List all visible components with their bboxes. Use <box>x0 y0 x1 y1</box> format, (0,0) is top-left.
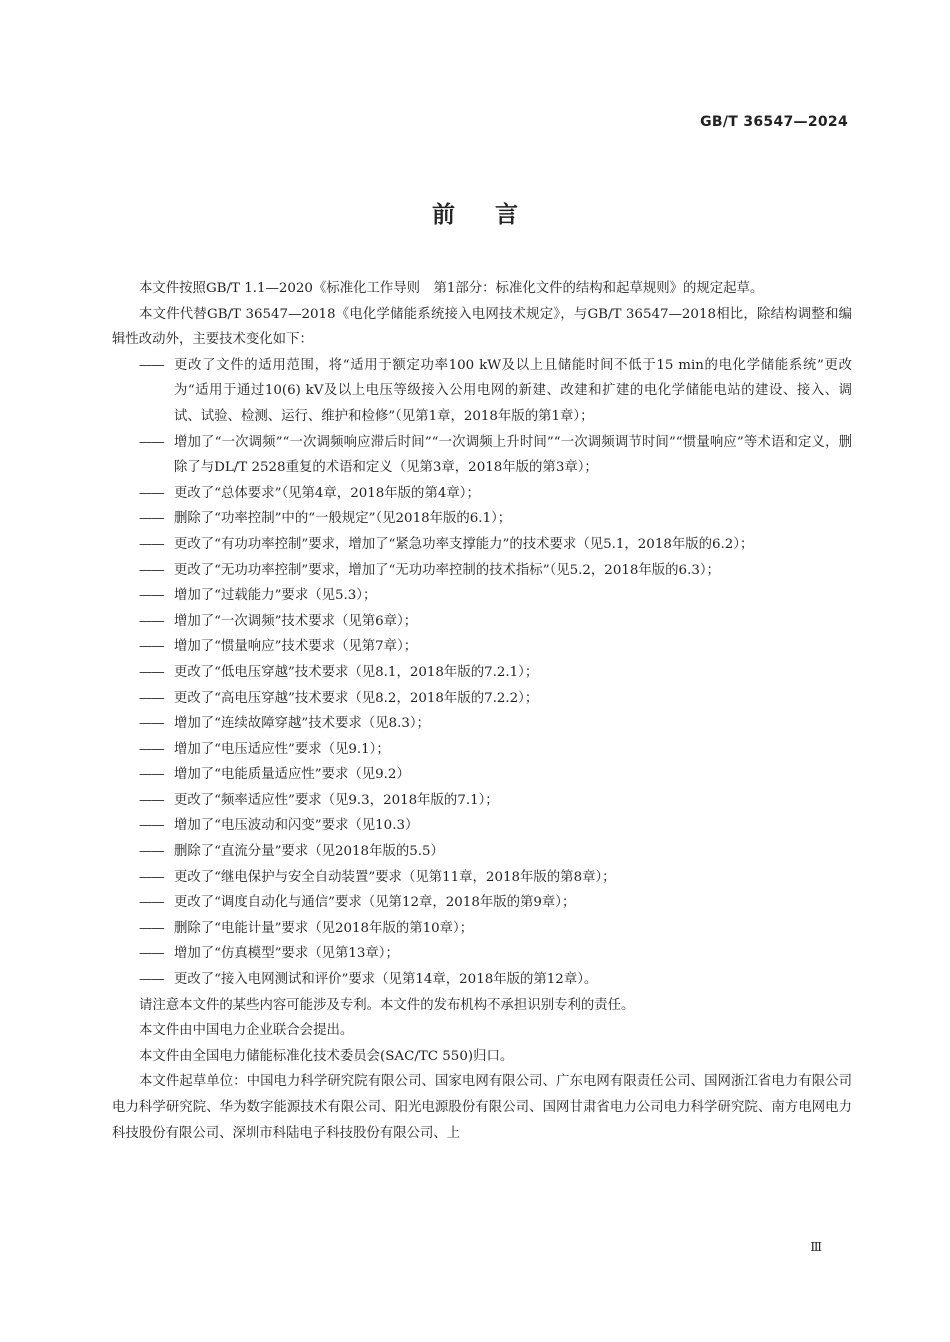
intro-section <box>112 276 852 353</box>
list-item <box>112 839 852 865</box>
dash-marker: —— <box>139 818 164 834</box>
list-item-text: 更改了文件的适用范围，将“适用于额定功率100 kW及以上且储能时间不低于15 min的电化学储能系统”更改为“适用于通过10(6) kV及以上电压等级接入公用电网的新建、改建和扩建的电化学储能电站的建设、接入、调试、试验、检测、运行、维护和检修”（见第1章，2018年版的第1章）； <box>174 357 852 424</box>
dash-marker: —— <box>139 869 164 885</box>
list-item <box>112 813 852 839</box>
list-item-text: 增加了“电压适应性”要求（见9.1）； <box>174 741 390 757</box>
list-item <box>112 788 852 814</box>
document-body <box>112 276 852 1146</box>
dash-marker: —— <box>139 716 164 732</box>
list-item-text: 删除了“功率控制”中的“一般规定”（见2018年版的6.1）； <box>174 511 512 527</box>
dash-marker: —— <box>139 690 164 706</box>
list-item <box>112 430 852 481</box>
list-item <box>112 686 852 712</box>
paragraph-drafting-basis: 本文件按照GB/T 1.1—2020《标准化工作导则 第1部分：标准化文件的结构和起草规则》的规定起草。 <box>139 281 764 296</box>
paragraph-patent-notice: 请注意本文件的某些内容可能涉及专利。本文件的发布机构不承担识别专利的责任。 <box>139 997 635 1013</box>
changes-list <box>112 353 852 993</box>
list-item-text: 更改了“低电压穿越”技术要求（见8.1，2018年版的7.2.1）； <box>174 664 539 680</box>
list-item <box>112 762 852 788</box>
list-item-text: 删除了“直流分量”要求（见2018年版的5.5） <box>174 844 444 860</box>
dash-marker: —— <box>139 434 164 450</box>
dash-marker: —— <box>139 639 164 655</box>
list-item <box>112 967 852 993</box>
list-item <box>112 583 852 609</box>
list-item <box>112 609 852 635</box>
list-item-text: 增加了“一次调频”技术要求（见第6章）； <box>174 613 418 629</box>
page-number: Ⅲ <box>810 1240 822 1254</box>
list-item-text: 更改了“高电压穿越”技术要求（见8.2，2018年版的7.2.2）； <box>174 690 539 706</box>
dash-marker: —— <box>139 895 164 911</box>
list-item <box>112 737 852 763</box>
dash-marker: —— <box>139 664 164 680</box>
list-item-text: 增加了“电能质量适应性”要求（见9.2） <box>174 767 410 783</box>
outro-section <box>112 993 852 1147</box>
dash-marker: —— <box>139 767 164 783</box>
dash-marker: —— <box>139 588 164 604</box>
dash-marker: —— <box>139 562 164 578</box>
dash-marker: —— <box>139 613 164 629</box>
dash-marker: —— <box>139 741 164 757</box>
list-item <box>112 558 852 584</box>
list-item-text: 更改了“总体要求”（见第4章，2018年版的第4章）； <box>174 485 480 501</box>
list-item-text: 更改了“频率适应性”要求（见9.3，2018年版的7.1）； <box>174 792 499 808</box>
list-item-text: 删除了“电能计量”要求（见2018年版的第10章）； <box>174 920 474 936</box>
list-item-text: 增加了“惯量响应”技术要求（见第7章）； <box>174 639 418 655</box>
paragraph-administrator: 本文件由全国电力储能标准化技术委员会(SAC/TC 550)归口。 <box>139 1048 514 1064</box>
list-item-text: 增加了“仿真模型”要求（见第13章）； <box>174 946 399 962</box>
list-item <box>112 865 852 891</box>
list-item-text: 更改了“无功功率控制”要求，增加了“无功功率控制的技术指标”（见5.2，2018年版的6.3）； <box>174 562 720 578</box>
list-item-text: 增加了“连续故障穿越”技术要求（见8.3）； <box>174 716 430 732</box>
list-item-text: 增加了“过载能力”要求（见5.3）； <box>174 588 377 604</box>
dash-marker: —— <box>139 792 164 808</box>
list-item <box>112 634 852 660</box>
list-item <box>112 506 852 532</box>
dash-marker: —— <box>139 511 164 527</box>
list-item-text: 更改了“调度自动化与通信”要求（见第12章，2018年版的第9章）； <box>174 895 576 911</box>
paragraph-drafting-units: 本文件起草单位：中国电力科学研究院有限公司、国家电网有限公司、广东电网有限责任公司、国网浙江省电力有限公司电力科学研究院、华为数字能源技术有限公司、阳光电源股份有限公司、国网甘肃省电力公司电力科学研究院、南方电网电力科技股份有限公司、深圳市科陆电子科技股份有限公司、上 <box>112 1074 852 1141</box>
list-item-text: 更改了“接入电网测试和评价”要求（见第14章，2018年版的第12章）。 <box>174 972 598 988</box>
list-item-text: 更改了“继电保护与安全自动装置”要求（见第11章，2018年版的第8章）； <box>174 869 616 885</box>
dash-marker: —— <box>139 844 164 860</box>
list-item <box>112 890 852 916</box>
dash-marker: —— <box>139 920 164 936</box>
list-item-text: 增加了“电压波动和闪变”要求（见10.3） <box>174 818 419 834</box>
dash-marker: —— <box>139 485 164 501</box>
list-item-text: 更改了“有功功率控制”要求，增加了“紧急功率支撑能力”的技术要求（见5.1，2018年版的6.2）； <box>174 536 754 552</box>
paragraph-replacement-note: 本文件代替GB/T 36547—2018《电化学储能系统接入电网技术规定》，与GB/T 36547—2018相比，除结构调整和编辑性改动外，主要技术变化如下： <box>112 306 852 348</box>
list-item <box>112 481 852 507</box>
dash-marker: —— <box>139 536 164 552</box>
list-item <box>112 532 852 558</box>
list-item-text: 增加了“一次调频”“一次调频响应滞后时间”“一次调频上升时间”“一次调频调节时间”“惯量响应”等术语和定义，删除了与DL/T 2528重复的术语和定义（见第3章，2018年版的第3章）； <box>174 434 852 476</box>
list-item <box>112 660 852 686</box>
list-item <box>112 916 852 942</box>
dash-marker: —— <box>139 972 164 988</box>
dash-marker: —— <box>139 946 164 962</box>
page-title: 前言 <box>432 202 558 228</box>
list-item <box>112 941 852 967</box>
paragraph-proposer: 本文件由中国电力企业联合会提出。 <box>139 1023 354 1039</box>
list-item <box>112 711 852 737</box>
standard-code: GB/T 36547—2024 <box>700 114 848 130</box>
dash-marker: —— <box>139 357 164 373</box>
list-item <box>112 353 852 430</box>
